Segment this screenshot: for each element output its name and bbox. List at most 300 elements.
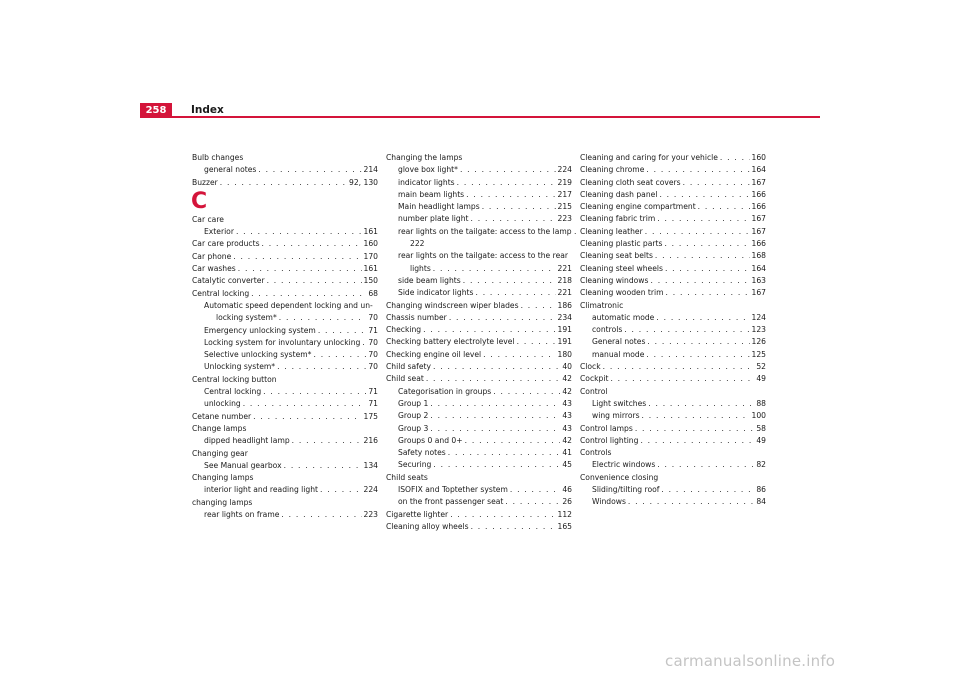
index-entry	[580, 312, 766, 324]
leader-dots	[683, 177, 750, 189]
entry-page-number: 124	[751, 312, 766, 322]
index-entry	[386, 300, 572, 312]
entry-label: Cleaning plastic parts	[580, 239, 663, 249]
index-entry	[580, 484, 766, 496]
leader-dots	[482, 201, 556, 213]
entry-label: Cleaning engine compartment	[580, 202, 696, 212]
leader-dots	[521, 300, 556, 312]
index-entry	[192, 226, 378, 238]
entry-page-number: 41	[562, 448, 572, 458]
index-entry	[192, 312, 378, 324]
entry-label: Checking battery electrolyte level	[386, 337, 515, 347]
leader-dots	[251, 288, 366, 300]
entry-label: Locking system for involuntary unlocking	[204, 337, 361, 347]
index-entry	[192, 398, 378, 410]
leader-dots	[505, 496, 560, 508]
entry-page-number: 160	[751, 153, 766, 162]
index-entry	[192, 386, 378, 398]
watermark: carmanualsonline.info	[665, 652, 836, 670]
entry-page-number: 42	[562, 386, 572, 396]
entry-page-number: 214	[363, 165, 378, 175]
leader-dots	[465, 435, 561, 447]
entry-page-number: 167	[751, 226, 766, 236]
entry-label: Control lighting	[580, 435, 639, 445]
entry-page-number: 221	[557, 263, 572, 273]
leader-dots	[657, 213, 749, 225]
index-entry	[192, 411, 378, 423]
header-rule	[172, 116, 820, 118]
index-entry	[580, 152, 766, 164]
index-entry	[386, 435, 572, 447]
index-column-3	[580, 152, 766, 509]
index-entry	[192, 361, 378, 373]
entry-label: locking system*	[216, 313, 277, 323]
leader-dots	[450, 509, 555, 521]
entry-label: Side indicator lights	[398, 288, 474, 298]
leader-dots	[661, 484, 754, 496]
entry-label: Group 1	[398, 398, 429, 408]
leader-dots	[426, 373, 561, 385]
entry-page-number: 70	[368, 362, 378, 372]
entry-page-number: 71	[368, 325, 378, 335]
leader-dots	[236, 226, 362, 238]
leader-dots	[433, 263, 556, 275]
index-entry	[386, 336, 572, 348]
index-entry	[386, 361, 572, 373]
entry-page-number: 217	[557, 189, 572, 199]
index-heading: Controls	[580, 448, 612, 458]
index-entry	[192, 337, 378, 349]
entry-label: manual mode	[592, 349, 645, 359]
index-entry	[580, 398, 766, 410]
index-entry	[386, 484, 572, 496]
entry-page-number: 215	[557, 202, 572, 212]
entry-page-number: 70	[368, 313, 378, 323]
entry-page-number: 150	[363, 276, 378, 286]
leader-dots	[642, 410, 750, 422]
entry-label: Car washes	[192, 264, 236, 274]
index-entry	[386, 324, 572, 336]
entry-page-number: 46	[562, 485, 572, 495]
entry-page-number: 166	[751, 239, 766, 249]
index-heading: Changing lamps	[192, 473, 254, 483]
index-entry	[580, 435, 766, 447]
entry-label: Main headlight lamps	[398, 202, 480, 212]
index-entry	[580, 459, 766, 471]
entry-label: wing mirrors	[592, 411, 640, 421]
index-entry	[386, 373, 572, 385]
entry-page-number: 49	[756, 374, 766, 384]
entry-page-number: 166	[751, 189, 766, 199]
index-entry	[192, 177, 378, 189]
index-heading: Central locking button	[192, 374, 277, 384]
entry-label: Exterior	[204, 227, 234, 237]
entry-label: glove box light*	[398, 165, 458, 175]
index-entry	[580, 275, 766, 287]
leader-dots	[430, 398, 560, 410]
index-entry	[386, 189, 572, 201]
index-entry	[386, 349, 572, 361]
index-entry	[386, 386, 572, 398]
leader-dots	[253, 411, 361, 423]
index-entry	[192, 435, 378, 447]
index-entry	[192, 484, 378, 496]
entry-label: See Manual gearbox	[204, 460, 282, 470]
entry-page-number: 161	[363, 264, 378, 274]
leader-dots	[624, 324, 749, 336]
leader-dots	[220, 177, 347, 189]
leader-dots	[233, 251, 361, 263]
leader-dots	[258, 164, 361, 176]
entry-label: Control lamps	[580, 423, 633, 433]
leader-dots	[430, 423, 560, 435]
entry-label: Clock	[580, 362, 601, 372]
leader-dots	[318, 325, 367, 337]
leader-dots	[657, 459, 754, 471]
entry-page-number: 42	[562, 374, 572, 384]
leader-dots	[460, 164, 556, 176]
entry-page-number: 26	[562, 497, 572, 507]
page-number: 258	[140, 103, 172, 118]
index-entry	[192, 275, 378, 287]
entry-label: Cleaning windows	[580, 275, 649, 285]
leader-dots	[292, 435, 362, 447]
leader-dots	[517, 336, 556, 348]
leader-dots	[433, 361, 560, 373]
entry-page-number: 58	[756, 423, 766, 433]
entry-page-number: 221	[557, 288, 572, 298]
index-entry	[386, 410, 572, 422]
entry-page-number: 40	[562, 362, 572, 372]
entry-page-number: 86	[756, 485, 766, 495]
entry-page-number: 43	[562, 398, 572, 408]
index-entry	[580, 496, 766, 508]
entry-page-number: 167	[751, 214, 766, 224]
leader-dots	[664, 238, 749, 250]
entry-page-number: 45	[562, 460, 572, 470]
entry-label: Selective unlocking system*	[204, 350, 312, 360]
index-entry	[386, 423, 572, 435]
entry-label: Cleaning cloth seat covers	[580, 177, 681, 187]
index-heading: Control	[580, 386, 608, 396]
index-column-2	[386, 152, 577, 533]
leader-dots	[471, 213, 556, 225]
entry-label: Group 2	[398, 411, 429, 421]
entry-page-number: 175	[363, 411, 378, 421]
entry-label: Cleaning wooden trim	[580, 288, 664, 298]
entry-page-number: 88	[756, 398, 766, 408]
leader-dots	[645, 226, 750, 238]
entry-label: lights	[410, 263, 431, 273]
entry-page-number: 167	[751, 177, 766, 187]
entry-label: automatic mode	[592, 312, 655, 322]
leader-dots	[433, 459, 560, 471]
entry-page-number: 186	[557, 300, 572, 310]
index-entry	[580, 213, 766, 225]
entry-page-number: 68	[368, 288, 378, 298]
entry-page-number: 134	[363, 460, 378, 470]
entry-label: Cleaning leather	[580, 226, 643, 236]
entry-label: Cleaning dash panel	[580, 189, 658, 199]
entry-page-number: 125	[751, 349, 766, 359]
index-entry	[580, 410, 766, 422]
index-entry	[192, 288, 378, 300]
entry-label: interior light and reading light	[204, 485, 319, 495]
index-entry	[580, 263, 766, 275]
entry-label: Light switches	[592, 398, 647, 408]
index-heading: Climatronic	[580, 300, 624, 310]
leader-dots	[648, 398, 754, 410]
leader-dots	[646, 349, 749, 361]
entry-page-number: 71	[368, 387, 378, 397]
leader-dots	[262, 238, 362, 250]
leader-dots	[603, 361, 755, 373]
index-heading: rear lights on the tailgate: access to the lamp .	[398, 226, 577, 236]
leader-dots	[720, 152, 750, 164]
leader-dots	[483, 349, 555, 361]
leader-dots	[493, 386, 560, 398]
index-entry	[192, 164, 378, 176]
leader-dots	[510, 484, 560, 496]
index-entry	[386, 398, 572, 410]
index-entry	[386, 177, 572, 189]
leader-dots	[320, 484, 361, 496]
index-entry	[192, 238, 378, 250]
entry-page-number: 234	[557, 312, 572, 322]
index-column-1	[192, 152, 378, 521]
entry-page-number: 168	[751, 251, 766, 261]
entry-page-number: 167	[751, 288, 766, 298]
index-entry	[386, 263, 572, 275]
entry-label: General notes	[592, 337, 646, 347]
index-entry	[386, 496, 572, 508]
entry-page-number: 49	[756, 435, 766, 445]
index-entry	[580, 373, 766, 385]
entry-label: Unlocking system*	[204, 362, 276, 372]
entry-label: Electric windows	[592, 460, 656, 470]
index-entry	[580, 238, 766, 250]
index-entry	[386, 509, 572, 521]
leader-dots	[655, 250, 750, 262]
leader-dots	[647, 336, 749, 348]
entry-page-number: 164	[751, 263, 766, 273]
index-heading: Convenience closing	[580, 472, 659, 482]
index-heading: rear lights on the tailgate: access to the rear	[398, 251, 569, 261]
leader-dots	[656, 312, 749, 324]
index-entry	[580, 324, 766, 336]
index-entry	[386, 312, 572, 324]
entry-label: Cleaning fabric trim	[580, 214, 656, 224]
index-entry	[580, 177, 766, 189]
index-heading: Changing the lamps	[386, 153, 463, 162]
entry-label: Group 3	[398, 423, 429, 433]
entry-page-number: 223	[363, 510, 378, 520]
leader-dots	[243, 398, 367, 410]
leader-dots	[659, 189, 749, 201]
entry-page-number: 126	[751, 337, 766, 347]
entry-label: number plate light	[398, 214, 469, 224]
leader-dots	[313, 349, 366, 361]
entry-label: dipped headlight lamp	[204, 436, 290, 446]
leader-dots	[284, 460, 362, 472]
entry-label: Central locking	[204, 387, 262, 397]
leader-dots	[466, 189, 555, 201]
leader-dots	[277, 361, 366, 373]
leader-dots	[362, 337, 366, 349]
leader-dots	[628, 496, 754, 508]
index-entry	[580, 336, 766, 348]
leader-dots	[635, 423, 755, 435]
entry-label: Emergency unlocking system	[204, 325, 316, 335]
index-heading: Car care	[192, 214, 224, 224]
entry-page-number: 163	[751, 275, 766, 285]
leader-dots	[430, 410, 560, 422]
index-heading: Changing gear	[192, 448, 248, 458]
entry-page-number: 43	[562, 411, 572, 421]
index-entry	[386, 213, 572, 225]
entry-label: general notes	[204, 165, 257, 175]
index-entry	[192, 460, 378, 472]
entry-label: Cetane number	[192, 411, 252, 421]
index-entry	[580, 226, 766, 238]
entry-label: Buzzer	[192, 177, 218, 187]
entry-label: Cleaning alloy wheels	[386, 521, 469, 531]
index-entry	[580, 349, 766, 361]
entry-page-number: 161	[363, 227, 378, 237]
index-entry	[192, 325, 378, 337]
entry-page-number: 216	[363, 436, 378, 446]
entry-page-number: 43	[562, 423, 572, 433]
entry-label: Central locking	[192, 288, 250, 298]
entry-label: Cleaning and caring for your vehicle	[580, 153, 718, 162]
leader-dots	[475, 287, 555, 299]
entry-label: Securing	[398, 460, 432, 470]
index-entry	[580, 201, 766, 213]
entry-page-number: 70	[368, 350, 378, 360]
index-heading: Bulb changes	[192, 153, 244, 162]
index-entry	[580, 250, 766, 262]
entry-page-number: 219	[557, 177, 572, 187]
entry-label: Catalytic converter	[192, 276, 265, 286]
leader-dots	[457, 177, 556, 189]
entry-label: Car phone	[192, 251, 232, 261]
entry-page-number: 52	[756, 362, 766, 372]
entry-label: Sliding/tilting roof	[592, 485, 660, 495]
entry-label: controls	[592, 325, 623, 335]
entry-page-number: 100	[751, 411, 766, 421]
index-entry	[386, 521, 572, 533]
entry-page-number: 160	[363, 239, 378, 249]
leader-dots	[665, 263, 750, 275]
entry-page-number: 224	[557, 165, 572, 175]
index-heading: Child seats	[386, 472, 428, 482]
entry-label: side beam lights	[398, 275, 461, 285]
entry-page-number: 180	[557, 349, 572, 359]
entry-label: Cleaning chrome	[580, 165, 645, 175]
entry-page-number: 191	[557, 325, 572, 335]
entry-label: Car care products	[192, 239, 260, 249]
leader-dots	[281, 509, 361, 521]
entry-page-number: 165	[557, 521, 572, 531]
index-entry	[192, 251, 378, 263]
index-entry	[192, 509, 378, 521]
entry-page-number: 223	[557, 214, 572, 224]
leader-dots	[279, 312, 367, 324]
entry-label: Safety notes	[398, 448, 446, 458]
leader-dots	[650, 275, 749, 287]
entry-page-number: 218	[557, 275, 572, 285]
index-entry	[386, 287, 572, 299]
entry-page-number: 164	[751, 165, 766, 175]
entry-page-number: 70	[368, 337, 378, 347]
entry-label: Cleaning steel wheels	[580, 263, 663, 273]
entry-label: indicator lights	[398, 177, 455, 187]
entry-page-number: 112	[557, 509, 572, 519]
entry-label: Checking engine oil level	[386, 349, 482, 359]
index-entry	[580, 423, 766, 435]
entry-label: Categorisation in groups	[398, 386, 492, 396]
entry-page-number: 42	[562, 435, 572, 445]
entry-page-number: 71	[368, 399, 378, 409]
index-heading: Change lamps	[192, 423, 247, 433]
leader-dots	[448, 447, 561, 459]
entry-label: Cleaning seat belts	[580, 251, 653, 261]
leader-dots	[463, 275, 556, 287]
page-header	[140, 103, 820, 118]
entry-page-number: 191	[557, 337, 572, 347]
index-entry	[580, 361, 766, 373]
entry-page-number: 170	[363, 251, 378, 261]
entry-label: on the front passenger seat	[398, 497, 504, 507]
entry-label: Changing windscreen wiper blades	[386, 300, 519, 310]
entry-label: Child seat	[386, 374, 424, 384]
entry-label: Windows	[592, 497, 626, 507]
entry-label: Cigarette lighter	[386, 509, 449, 519]
index-entry	[386, 164, 572, 176]
entry-label: Cockpit	[580, 374, 609, 384]
index-entry	[386, 447, 572, 459]
leader-dots	[238, 263, 362, 275]
section-letter: C	[191, 188, 208, 214]
entry-label: rear lights on frame	[204, 510, 280, 520]
entry-label: unlocking	[204, 399, 241, 409]
leader-dots	[263, 386, 366, 398]
leader-dots	[449, 312, 556, 324]
entry-label: ISOFIX and Toptether system	[398, 485, 508, 495]
entry-label: Groups 0 and 0+	[398, 435, 463, 445]
entry-page-number: 92, 130	[349, 177, 378, 187]
entry-page-number: 166	[751, 202, 766, 212]
entry-label: main beam lights	[398, 189, 465, 199]
entry-page-number: 224	[363, 485, 378, 495]
index-entry	[580, 189, 766, 201]
entry-label: Child safety	[386, 362, 431, 372]
leader-dots	[610, 373, 754, 385]
entry-page-number: 123	[751, 325, 766, 335]
index-heading: changing lamps	[192, 497, 253, 507]
leader-dots	[640, 435, 754, 447]
leader-dots	[666, 287, 750, 299]
entry-label: Chassis number	[386, 312, 447, 322]
index-entry	[386, 201, 572, 213]
index-heading: 222	[410, 239, 425, 249]
leader-dots	[698, 201, 750, 213]
index-entry	[580, 164, 766, 176]
index-entry	[386, 275, 572, 287]
leader-dots	[646, 164, 749, 176]
index-entry	[580, 287, 766, 299]
leader-dots	[471, 521, 556, 533]
